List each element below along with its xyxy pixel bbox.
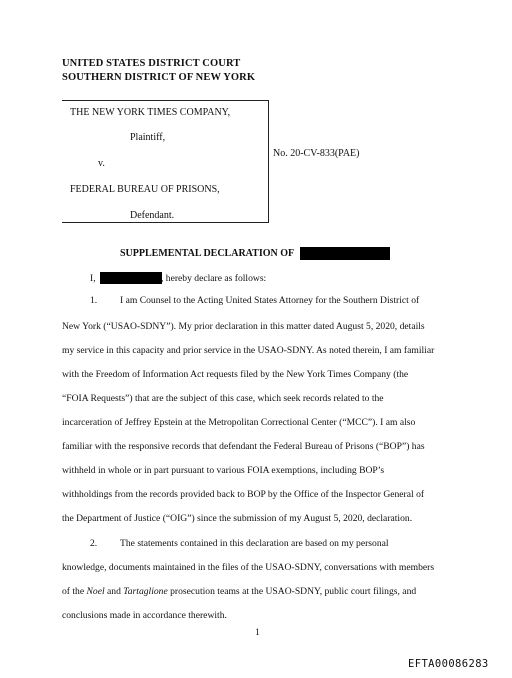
declarant-prefix: I, (90, 273, 96, 284)
para2-line: knowledge, documents maintained in the files of the USAO-SDNY, conversations with members (62, 562, 435, 573)
para1-line: withheld in whole or in part pursuant to various FOIA exemptions, including BOP’s (62, 465, 385, 476)
para1-line: I am Counsel to the Acting United States Attorney for the Southern District of (120, 295, 420, 306)
para2-line3-and: and (104, 586, 124, 597)
title-redaction-box (300, 247, 390, 260)
para1-line: my service in this capacity and prior service in the USAO-SDNY. As noted therein, I am familiar (62, 345, 435, 356)
para1-line: incarceration of Jeffrey Epstein at the Metropolitan Correctional Center (“MCC”). I am also (62, 417, 416, 428)
court-name-line-1: UNITED STATES DISTRICT COURT (62, 58, 241, 69)
case-number: No. 20-CV-833(PAE) (273, 148, 360, 159)
para1-line: withholdings from the records provided back to BOP by the Office of the Inspector General of (62, 489, 425, 500)
para1-number: 1. (90, 295, 98, 306)
para1-line: New York (“USAO-SDNY”). My prior declaration in this matter dated August 5, 2020, details (62, 321, 425, 332)
declarant-suffix: , hereby declare as follows: (161, 273, 267, 284)
defendant-role: Defendant. (130, 210, 175, 221)
bates-number: EFTA00086283 (408, 658, 489, 670)
para2-line: The statements contained in this declaration are based on my personal (120, 538, 389, 549)
para2-line3-pre: of the (62, 586, 87, 597)
para1-line: familiar with the responsive records that defendant the Federal Bureau of Prisons (“BOP”) has (62, 441, 425, 452)
caption-vertical-rule (268, 101, 269, 223)
caption-bottom-rule (62, 222, 269, 223)
tartaglione-case-name: Tartaglione (123, 586, 168, 597)
page-number: 1 (255, 628, 260, 638)
defendant-name: FEDERAL BUREAU OF PRISONS, (70, 184, 220, 195)
court-name-line-2: SOUTHERN DISTRICT OF NEW YORK (62, 72, 256, 83)
declarant-redaction-box (100, 272, 162, 284)
para2-number: 2. (90, 538, 98, 549)
declaration-title: SUPPLEMENTAL DECLARATION OF (120, 248, 295, 259)
para1-line: “FOIA Requests”) that are the subject of this case, which seek records related to the (62, 393, 384, 404)
para2-line: conclusions made in accordance therewith. (62, 610, 227, 621)
plaintiff-name: THE NEW YORK TIMES COMPANY, (70, 107, 231, 118)
caption-top-rule (62, 100, 269, 101)
para1-line: the Department of Justice (“OIG”) since the submission of my August 5, 2020, declaration. (62, 513, 413, 524)
plaintiff-role: Plaintiff, (130, 132, 166, 143)
versus-label: v. (98, 158, 105, 169)
para2-line-with-italics (62, 586, 416, 597)
para1-line: with the Freedom of Information Act requests filed by the New York Times Company (the (62, 369, 409, 380)
noel-case-name: Noel (86, 586, 105, 597)
para2-line3-post: prosecution teams at the USAO-SDNY, public court filings, and (167, 586, 417, 597)
